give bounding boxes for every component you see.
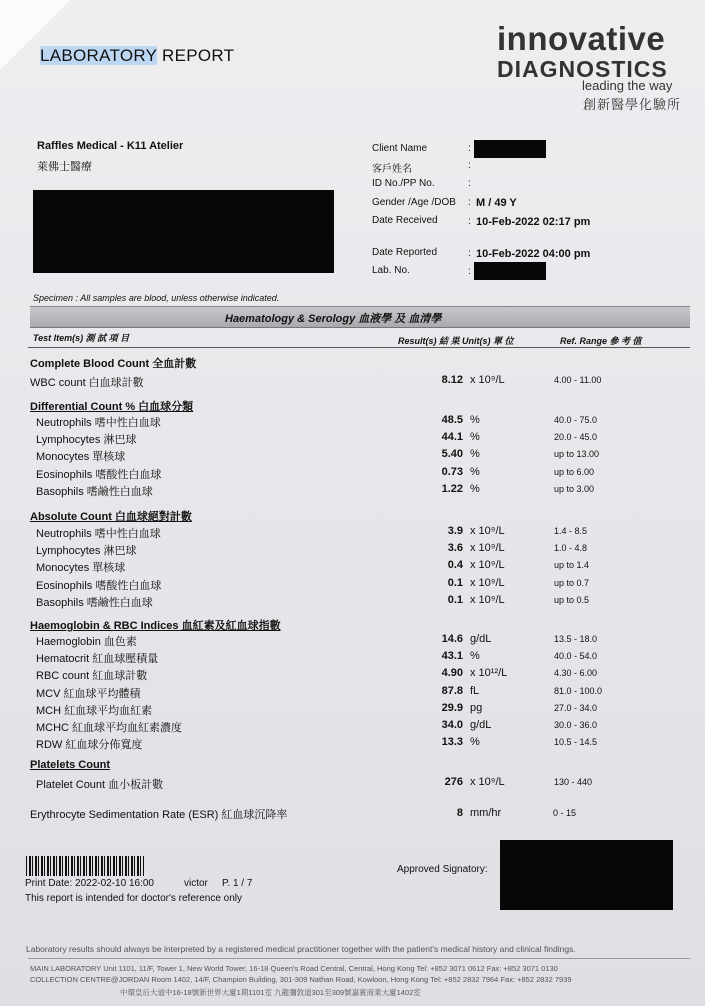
- test-name: Lymphocytes 淋巴球: [36, 434, 137, 447]
- test-name: MCHC 紅血球平均血紅素濃度: [36, 722, 183, 734]
- test-ref-range: up to 3.00: [554, 483, 595, 494]
- test-result: 14.6: [441, 633, 463, 645]
- test-unit: fL: [470, 684, 480, 697]
- clinic-name-zh: 萊佛士醫療: [37, 161, 92, 173]
- colon: :: [468, 160, 471, 171]
- logo-name-zh: 創新醫學化驗所: [583, 97, 682, 112]
- test-ref-range: 20.0 - 45.0: [554, 432, 598, 443]
- barcode: [26, 856, 144, 876]
- colon: :: [468, 197, 471, 208]
- clinic-name: Raffles Medical - K11 Atelier: [37, 140, 184, 152]
- test-unit: x 10⁹/L: [470, 542, 505, 555]
- header-test-item: Test Item(s) 測 試 項 目: [33, 333, 130, 343]
- test-result: 0.4: [447, 559, 463, 572]
- colon: :: [468, 248, 471, 259]
- test-result: 0.1: [447, 576, 463, 589]
- test-ref-range: up to 0.5: [554, 594, 590, 605]
- client-name-label: Client Name: [372, 143, 428, 154]
- test-unit: g/dL: [470, 719, 492, 731]
- gender-age-label: Gender /Age /DOB: [372, 197, 456, 208]
- date-received-value: 10-Feb-2022 02:17 pm: [476, 216, 591, 228]
- test-name: RDW 紅血球分佈寬度: [36, 739, 143, 752]
- section-title: Platelets Count: [30, 759, 111, 771]
- date-received-label: Date Received: [372, 215, 438, 226]
- test-name: Basophils 嗜鹼性白血球: [36, 485, 153, 498]
- test-unit: x 10⁹/L: [470, 576, 505, 589]
- report-title-rest: REPORT: [157, 46, 235, 65]
- test-ref-range: up to 6.00: [554, 466, 595, 477]
- test-unit: x 10⁹/L: [470, 374, 505, 386]
- colon: :: [468, 266, 471, 277]
- collection-centre-address: COLLECTION CENTRE@JORDAN Room 1402, 14/F, Champion Building, 301-309 Nathan Road, Kowloon, Hong Kong Tel: +852 2832 7964 Fax: +852 2832 7939: [30, 975, 572, 984]
- test-ref-range: up to 1.4: [554, 560, 590, 571]
- test-result: 0.73: [441, 465, 463, 478]
- redacted-client-name: [474, 140, 546, 158]
- colon: :: [468, 143, 471, 154]
- test-name: RBC count 紅血球計數: [36, 670, 148, 683]
- test-ref-range: 130 - 440: [554, 777, 593, 787]
- disclaimer: Laboratory results should always be interpreted by a registered medical practitioner together with the patient's medical history and clinical findings.: [26, 944, 576, 954]
- test-ref-range: 4.00 - 11.00: [554, 375, 602, 385]
- header-ref-range: Ref. Range 參 考 值: [560, 336, 642, 346]
- test-result: 5.40: [441, 448, 463, 461]
- esr-ref: 0 - 15: [553, 808, 577, 818]
- colon: :: [468, 178, 471, 189]
- esr-result: 8: [456, 807, 463, 819]
- test-unit: %: [470, 650, 480, 663]
- test-name: Basophils 嗜鹼性白血球: [36, 596, 153, 609]
- test-name: Monocytes 單核球: [36, 451, 126, 464]
- logo-tagline: leading the way: [582, 78, 673, 93]
- lab-no-label: Lab. No.: [372, 265, 410, 276]
- specimen-note: Specimen : All samples are blood, unless otherwise indicated.: [33, 293, 280, 303]
- test-result: 29.9: [441, 701, 463, 714]
- approved-signatory-label: Approved Signatory:: [397, 864, 488, 875]
- address-zh: 中環皇后大道中16-18號新世界大廈1期1101室 九龍彌敦道301至309號嘉賓商業大廈1402室: [120, 988, 421, 997]
- test-ref-range: 30.0 - 36.0: [554, 720, 598, 730]
- test-unit: x 10⁹/L: [470, 559, 505, 572]
- test-name: Platelet Count 血小板計數: [36, 779, 164, 791]
- client-name-zh-label: 客戶姓名: [372, 164, 412, 175]
- test-ref-range: 40.0 - 54.0: [554, 651, 598, 662]
- test-name: WBC count 白血球計數: [30, 377, 144, 389]
- logo-name-secondary: DIAGNOSTICS: [497, 56, 668, 82]
- test-result: 0.1: [447, 593, 463, 606]
- test-result: 43.1: [441, 650, 463, 663]
- colon: :: [468, 216, 471, 227]
- test-result: 13.3: [441, 736, 463, 749]
- test-result: 3.6: [447, 542, 463, 555]
- test-name: Hematocrit 紅血球壓積量: [36, 653, 159, 666]
- test-ref-range: 13.5 - 18.0: [554, 634, 598, 644]
- test-name: Neutrophils 嗜中性白血球: [36, 417, 161, 429]
- test-ref-range: 1.4 - 8.5: [554, 526, 588, 536]
- page-number: P. 1 / 7: [222, 878, 253, 889]
- test-ref-range: 40.0 - 75.0: [554, 415, 598, 425]
- test-unit: x 10⁹/L: [470, 593, 505, 606]
- redacted-lab-no: [474, 262, 546, 280]
- test-result: 276: [444, 776, 463, 788]
- test-unit: %: [470, 736, 480, 749]
- main-lab-address: MAIN LABORATORY Unit 1101, 11/F, Tower 1, New World Tower, 16-18 Queen's Road Central, Central, Hong Kong Tel: +852 3071 0612 Fax: +852 3071 0130: [30, 964, 558, 973]
- test-result: 1.22: [441, 482, 463, 495]
- test-unit: %: [470, 414, 480, 426]
- test-name: Haemoglobin 血色素: [36, 636, 137, 648]
- test-name: MCV 紅血球平均體積: [36, 687, 141, 700]
- test-ref-range: up to 0.7: [554, 577, 590, 588]
- test-result: 34.0: [441, 719, 463, 731]
- section-bar: [30, 306, 690, 328]
- test-result: 48.5: [441, 414, 463, 426]
- doctor-reference-note: This report is intended for doctor's reference only: [25, 893, 243, 904]
- test-unit: pg: [470, 701, 483, 714]
- id-label: ID No./PP No.: [372, 178, 435, 189]
- test-ref-range: 81.0 - 100.0: [554, 685, 603, 696]
- test-unit: %: [470, 482, 480, 495]
- test-ref-range: 27.0 - 34.0: [554, 702, 598, 713]
- test-result: 4.90: [441, 667, 463, 680]
- section-title: Haemoglobin & RBC Indices 血紅素及紅血球指數: [30, 620, 281, 632]
- test-name: Lymphocytes 淋巴球: [36, 545, 137, 558]
- test-unit: x 10¹²/L: [470, 667, 508, 680]
- section-title: Absolute Count 白血球絕對計數: [30, 511, 192, 523]
- section-title: Differential Count % 白血球分類: [30, 401, 194, 413]
- logo-name: innovative: [497, 20, 666, 57]
- test-ref-range: 4.30 - 6.00: [554, 668, 598, 679]
- test-result: 8.12: [441, 374, 463, 386]
- test-unit: x 10⁹/L: [470, 776, 505, 788]
- print-date: Print Date: 2022-02-10 16:00: [25, 878, 154, 889]
- esr-name: Erythrocyte Sedimentation Rate (ESR) 紅血球沉降率: [30, 809, 288, 821]
- test-unit: %: [470, 431, 480, 444]
- gender-age-value: M / 49 Y: [476, 197, 517, 209]
- header-result-unit: Result(s) 結 果 Unit(s) 單 位: [398, 336, 514, 346]
- test-name: Monocytes 單核球: [36, 562, 126, 575]
- test-unit: g/dL: [470, 633, 492, 645]
- test-name: Eosinophils 嗜酸性白血球: [36, 579, 162, 592]
- test-ref-range: up to 13.00: [554, 449, 600, 460]
- test-result: 87.8: [441, 684, 463, 697]
- test-result: 3.9: [447, 525, 463, 537]
- test-ref-range: 1.0 - 4.8: [554, 543, 588, 554]
- esr-unit: mm/hr: [470, 807, 502, 819]
- test-result: 44.1: [441, 431, 463, 444]
- date-reported-label: Date Reported: [372, 247, 438, 258]
- test-unit: %: [470, 465, 480, 478]
- test-ref-range: 10.5 - 14.5: [554, 737, 598, 748]
- test-unit: %: [470, 448, 480, 461]
- report-title-highlight: LABORATORY: [40, 46, 158, 65]
- test-name: Neutrophils 嗜中性白血球: [36, 528, 161, 540]
- report-title: [40, 46, 234, 66]
- test-name: MCH 紅血球平均血紅素: [36, 704, 153, 717]
- footer-rule: [28, 958, 690, 959]
- section-title: Complete Blood Count 全血計數: [30, 358, 197, 370]
- section-bar-title: Haematology & Serology 血液學 及 血清學: [225, 313, 442, 325]
- printed-by: victor: [184, 878, 208, 889]
- redacted-address: [33, 190, 334, 273]
- test-name: Eosinophils 嗜酸性白血球: [36, 468, 162, 481]
- test-unit: x 10⁹/L: [470, 525, 505, 537]
- date-reported-value: 10-Feb-2022 04:00 pm: [476, 248, 591, 260]
- redacted-signature: [500, 840, 673, 910]
- header-rule: [28, 347, 690, 348]
